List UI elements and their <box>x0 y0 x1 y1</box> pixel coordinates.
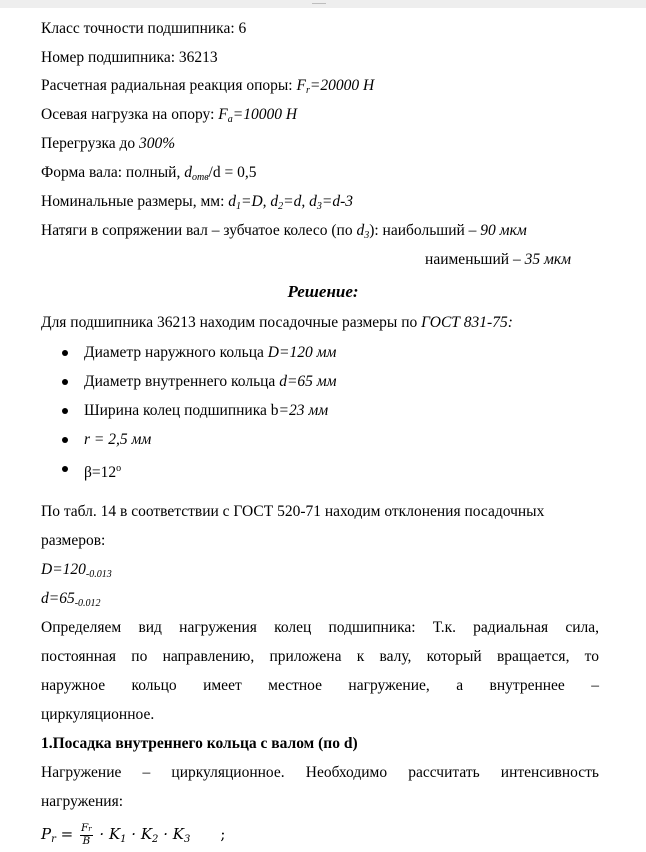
solution-title-text: Решение: <box>287 282 359 301</box>
calc-text-2: нагружения: <box>41 793 124 810</box>
bullet-inner-diameter <box>84 372 337 392</box>
loading-paragraph-line-1 <box>41 618 599 638</box>
bullet-dot <box>62 379 68 385</box>
inner-size: d=65 <box>41 590 75 607</box>
page-top-marker <box>312 0 326 4</box>
loading-paragraph-line-2 <box>41 647 599 667</box>
formula-k2-subscript: 2 <box>152 834 159 845</box>
formula-fraction <box>80 823 93 847</box>
nominal-label: Номинальные размеры, мм: <box>41 193 229 210</box>
solution-title <box>0 282 646 302</box>
d3-value: =d-3 <box>321 193 354 210</box>
bullet-angle <box>84 459 121 483</box>
d2-value: =d, <box>283 193 310 210</box>
precision-class-line <box>41 19 246 39</box>
solution-intro-gost: ГОСТ 831-75: <box>421 314 513 331</box>
loading-paragraph-line-4 <box>41 705 154 725</box>
d3-symbol: d <box>309 193 317 210</box>
bullet-dot <box>62 466 68 472</box>
bullet-radius <box>84 430 151 450</box>
shaft-ratio: /d = 0,5 <box>208 164 257 181</box>
table-line-2 <box>41 531 105 551</box>
bullet-label: Диаметр внутреннего кольца <box>84 373 280 390</box>
axial-load-line <box>41 105 297 130</box>
interference-d-subscript: 3 <box>364 230 370 241</box>
formula-f-subscript: r <box>88 825 92 833</box>
bullet-ring-width <box>84 401 328 421</box>
d1-subscript: 1 <box>236 201 242 212</box>
bullet-value: r = 2,5 мм <box>84 431 152 448</box>
axial-label: Осевая нагрузка на опору: <box>41 106 219 123</box>
d2-symbol: d <box>270 193 279 210</box>
outer-deviation: -0.013 <box>85 569 112 580</box>
bullet-label: Диаметр наружного кольца <box>84 344 268 361</box>
interference-line <box>41 221 527 246</box>
interference-min-line <box>41 250 571 270</box>
interference-min-label: наименьший – <box>425 251 525 268</box>
inner-deviation: -0.012 <box>74 598 101 609</box>
shaft-d-subscript: отв <box>191 172 209 183</box>
formula-equals: = <box>55 825 78 843</box>
formula-f: F <box>80 822 89 834</box>
nominal-sizes-line <box>41 192 353 217</box>
solution-intro-text: Для подшипника 36213 находим посадочные размеры по <box>41 314 422 331</box>
overload-value: 300% <box>139 135 176 152</box>
formula-denominator: B <box>82 835 91 847</box>
interference-d-symbol: d <box>356 222 365 239</box>
formula-k1: · K <box>94 825 121 843</box>
bullet-value: d=65 мм <box>279 373 337 390</box>
formula-k2: · K <box>126 825 153 843</box>
overload-label: Перегрузка до <box>41 135 140 152</box>
axial-symbol: F <box>218 106 228 123</box>
outer-size: D=120 <box>41 561 86 578</box>
table-line-1 <box>41 502 544 522</box>
bullet-dot <box>62 408 68 414</box>
d2-subscript: 2 <box>278 201 284 212</box>
interference-max-value: 90 мкм <box>480 222 527 239</box>
bullet-label: β=12 <box>84 464 117 481</box>
interference-max-label: ): наибольший – <box>369 222 481 239</box>
shaft-label: Форма вала: полный, <box>41 164 185 181</box>
calc-paragraph-line-2 <box>41 792 123 812</box>
loading-text-2: постоянная по направлению, приложена к валу, который вращается, то <box>41 648 599 665</box>
inner-deviation-line <box>41 589 101 614</box>
interference-min-value: 35 мкм <box>524 251 571 268</box>
outer-deviation-line <box>41 560 112 585</box>
degree-sign: o <box>116 463 122 474</box>
bearing-number-text: Номер подшипника: 36213 <box>41 49 218 66</box>
bullet-outer-diameter <box>84 343 336 363</box>
formula-k3: · K <box>158 825 184 843</box>
calc-paragraph-line-1 <box>41 763 599 783</box>
formula-k1-subscript: 1 <box>120 834 127 845</box>
radial-value: =20000 Н <box>309 77 375 94</box>
radial-label: Расчетная радиальная реакция опоры: <box>41 77 297 94</box>
axial-subscript: a <box>227 114 233 125</box>
shaft-form-line <box>41 163 256 188</box>
overload-line <box>41 134 175 154</box>
formula-k3-subscript: 3 <box>183 834 191 845</box>
section-1-title-text: 1.Посадка внутреннего кольца с валом (по d) <box>41 735 358 752</box>
formula-p: P <box>41 825 52 843</box>
radial-reaction-line <box>41 76 374 101</box>
bullet-label: Ширина колец подшипника b <box>84 402 279 419</box>
loading-text-3: наружное кольцо имеет местное нагружение, а внутреннее – <box>41 677 599 694</box>
table-text-1: По табл. 14 в соответствии с ГОСТ 520-71 находим отклонения посадочных <box>41 503 545 520</box>
axial-value: =10000 Н <box>232 106 298 123</box>
calc-text-1: Нагружение – циркуляционное. Необходимо рассчитать интенсивность <box>41 764 599 781</box>
radial-symbol: F <box>296 77 306 94</box>
section-1-title <box>41 734 358 754</box>
bullet-dot <box>62 350 68 356</box>
solution-intro-line <box>41 313 513 333</box>
loading-text-4: циркуляционное. <box>41 706 155 723</box>
shaft-d-symbol: d <box>184 164 192 181</box>
formula-p-subscript: r <box>51 834 56 845</box>
bearing-number-line <box>41 48 218 68</box>
d1-value: =D, <box>241 193 271 210</box>
formula-semicolon: ; <box>220 825 226 843</box>
d3-subscript: 3 <box>316 201 322 212</box>
precision-class-text: Класс точности подшипника: 6 <box>41 20 247 37</box>
bullet-value: D=120 мм <box>267 344 337 361</box>
interference-label: Натяги в сопряжении вал – зубчатое колесо (по <box>41 222 357 239</box>
table-text-2: размеров: <box>41 532 106 549</box>
radial-subscript: r <box>305 85 310 96</box>
loading-text-1: Определяем вид нагружения колец подшипника: Т.к. радиальная сила, <box>41 619 599 636</box>
loading-paragraph-line-3 <box>41 676 599 696</box>
d1-symbol: d <box>228 193 237 210</box>
bullet-dot <box>62 437 68 443</box>
bullet-value: =23 мм <box>278 402 329 419</box>
